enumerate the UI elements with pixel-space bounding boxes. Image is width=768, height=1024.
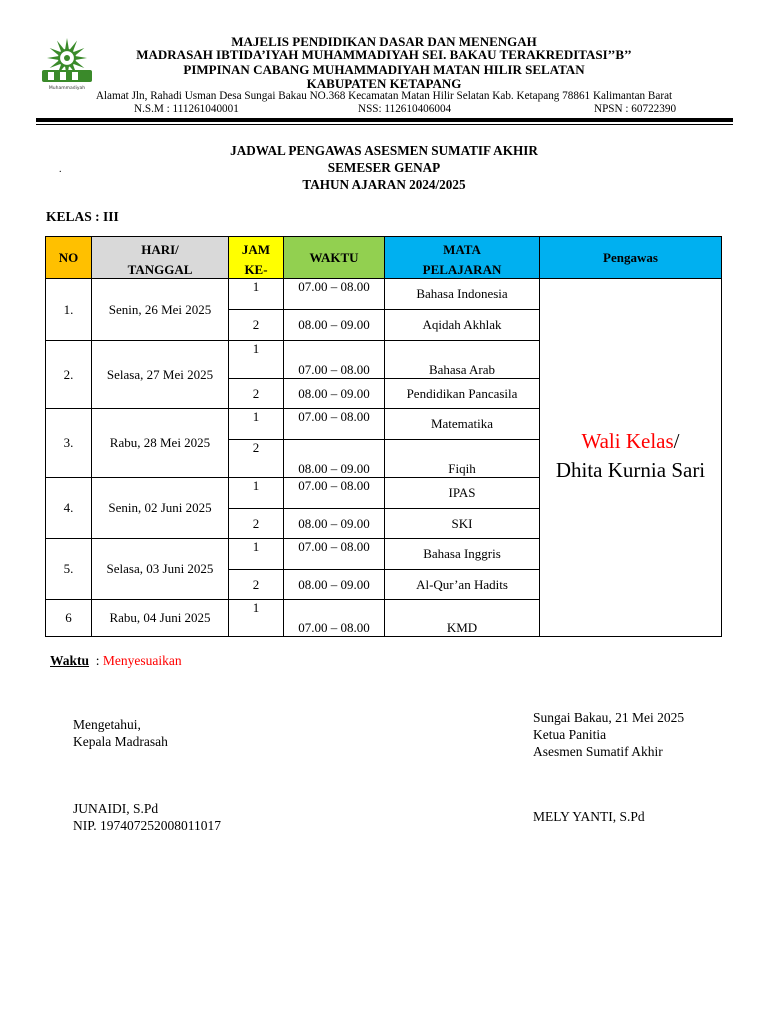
letterhead-divider	[36, 118, 733, 122]
doc-title-line-2: SEMESER GENAP	[327, 160, 441, 175]
row-no: 3.	[46, 409, 92, 478]
header-jam-line1: JAM	[241, 241, 271, 257]
row-waktu: 08.00 – 09.00	[284, 509, 385, 539]
row-mapel: Al-Qur’an Hadits	[385, 570, 540, 600]
row-waktu: 08.00 – 09.00	[284, 440, 385, 478]
row-jam: 1	[229, 600, 284, 637]
sig-left-name: JUNAIDI, S.Pd	[73, 801, 159, 816]
header-hari	[92, 237, 229, 279]
row-mapel: Aqidah Akhlak	[385, 310, 540, 341]
row-day: Rabu, 04 Juni 2025	[92, 600, 229, 637]
row-waktu: 07.00 – 08.00	[284, 409, 385, 440]
row-mapel: SKI	[385, 509, 540, 539]
row-waktu: 07.00 – 08.00	[284, 478, 385, 509]
doc-title-line-1: JADWAL PENGAWAS ASESMEN SUMATIF AKHIR	[230, 143, 538, 158]
row-jam: 2	[229, 570, 284, 600]
row-waktu: 08.00 – 09.00	[284, 379, 385, 409]
row-day: Rabu, 28 Mei 2025	[92, 409, 229, 478]
time-note-separator: :	[89, 653, 103, 668]
row-waktu: 08.00 – 09.00	[284, 570, 385, 600]
letterhead-address: Alamat Jln, Rahadi Usman Desa Sungai Bakau NO.368 Kecamatan Matan Hilir Selatan Kab. Ketapang 78861 Kalimantan Barat	[95, 90, 673, 102]
row-mapel: Bahasa Inggris	[385, 539, 540, 570]
letterhead-line-3: PIMPINAN CABANG MUHAMMADIYAH MATAN HILIR SELATAN	[183, 62, 585, 77]
row-mapel: Bahasa Indonesia	[385, 279, 540, 310]
schedule-table	[45, 236, 722, 637]
row-jam: 2	[229, 509, 284, 539]
header-mapel-line2: PELAJARAN	[422, 261, 502, 277]
row-jam: 2	[229, 440, 284, 478]
row-jam: 1	[229, 409, 284, 440]
row-jam: 2	[229, 379, 284, 409]
logo-caption: Muhammadiyah	[48, 86, 86, 91]
table-row	[46, 279, 722, 310]
row-no: 5.	[46, 539, 92, 600]
header-no: NO	[46, 237, 92, 279]
row-waktu: 08.00 – 09.00	[284, 310, 385, 341]
sig-right-line3: Asesmen Sumatif Akhir	[533, 744, 663, 759]
row-waktu: 07.00 – 08.00	[284, 539, 385, 570]
pengawas-name: Dhita Kurnia Sari	[555, 458, 706, 482]
npsn-number: NPSN : 60722390	[594, 103, 677, 115]
row-mapel: Bahasa Arab	[385, 341, 540, 379]
header-mapel	[385, 237, 540, 279]
signature-left-name	[73, 800, 221, 834]
time-note-value: Menyesuaikan	[102, 653, 182, 668]
row-mapel: Pendidikan Pancasila	[385, 379, 540, 409]
sig-left-line2: Kepala Madrasah	[73, 734, 168, 749]
class-label: KELAS : III	[46, 209, 119, 224]
row-no: 4.	[46, 478, 92, 539]
row-mapel: KMD	[385, 600, 540, 637]
nss-number: NSS: 112610406004	[358, 103, 452, 115]
row-mapel: IPAS	[385, 478, 540, 509]
row-no: 2.	[46, 341, 92, 409]
letterhead-line-4: KABUPATEN KETAPANG	[306, 76, 462, 91]
row-day: Senin, 02 Juni 2025	[92, 478, 229, 539]
letterhead-line-1: MAJELIS PENDIDIKAN DASAR DAN MENENGAH	[231, 34, 537, 49]
header-pengawas: Pengawas	[540, 237, 722, 279]
time-note	[50, 653, 182, 669]
pengawas-role: Wali Kelas	[581, 429, 674, 453]
time-note-label: Waktu	[50, 653, 90, 668]
table-header-row	[46, 237, 722, 279]
doc-title-line-3: TAHUN AJARAN 2024/2025	[302, 177, 466, 192]
sig-right-line1: Sungai Bakau, 21 Mei 2025	[533, 710, 685, 725]
signature-right-name: MELY YANTI, S.Pd	[533, 809, 645, 824]
header-jam	[229, 237, 284, 279]
row-waktu: 07.00 – 08.00	[284, 341, 385, 379]
sig-left-nip: NIP. 197407252008011017	[73, 818, 222, 833]
sig-right-line2: Ketua Panitia	[533, 727, 607, 742]
row-jam: 2	[229, 310, 284, 341]
row-jam: 1	[229, 539, 284, 570]
header-hari-line2: TANGGAL	[127, 261, 193, 277]
pengawas-slash: /	[673, 429, 680, 453]
letterhead-line-2: MADRASAH IBTIDA’IYAH MUHAMMADIYAH SEI. BAKAU TERAKREDITASI’’B’’	[136, 47, 632, 62]
row-jam: 1	[229, 341, 284, 379]
pengawas-cell	[540, 279, 722, 637]
header-mapel-line1: MATA	[443, 241, 481, 257]
row-day: Selasa, 03 Juni 2025	[92, 539, 229, 600]
row-waktu: 07.00 – 08.00	[284, 600, 385, 637]
row-no: 1.	[46, 279, 92, 341]
header-jam-line2: KE-	[244, 261, 268, 277]
sig-left-line1: Mengetahui,	[73, 717, 141, 732]
row-day: Senin, 26 Mei 2025	[92, 279, 229, 341]
header-hari-line1: HARI/	[141, 241, 179, 257]
header-waktu: WAKTU	[284, 237, 385, 279]
nsm-number: N.S.M : 111261040001	[134, 103, 239, 115]
signature-left-header	[73, 716, 168, 750]
letterhead-divider-thin	[36, 124, 733, 125]
row-waktu: 07.00 – 08.00	[284, 279, 385, 310]
row-mapel: Fiqih	[385, 440, 540, 478]
signature-right-header	[533, 709, 684, 760]
row-no: 6	[46, 600, 92, 637]
row-jam: 1	[229, 279, 284, 310]
row-jam: 1	[229, 478, 284, 509]
stray-dot: .	[59, 164, 62, 175]
row-mapel: Matematika	[385, 409, 540, 440]
row-day: Selasa, 27 Mei 2025	[92, 341, 229, 409]
